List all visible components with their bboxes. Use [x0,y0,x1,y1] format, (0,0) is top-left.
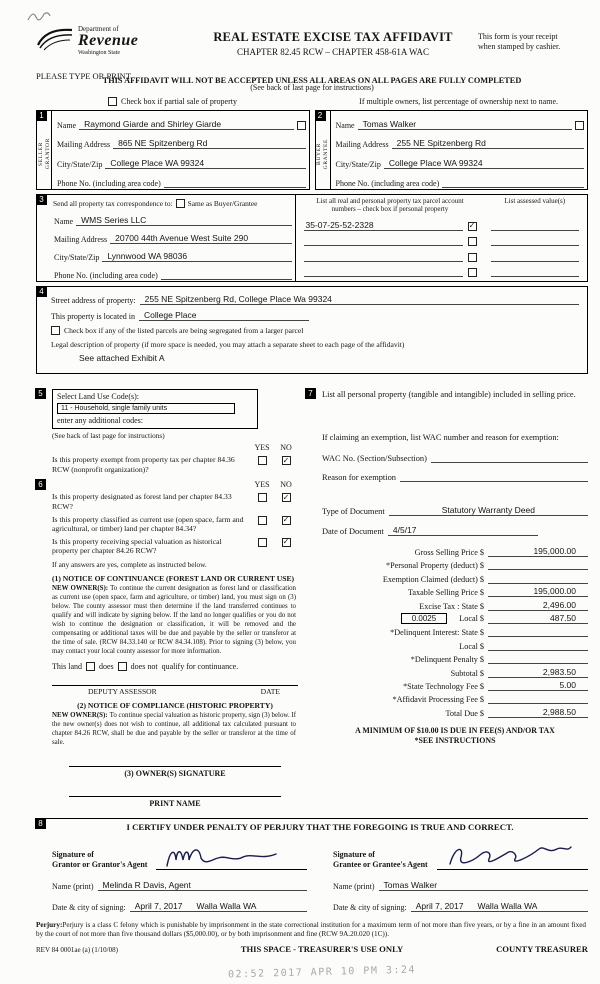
buyer-address-label: Mailing Address [335,140,389,149]
certification-section [36,818,588,912]
parcel-number[interactable]: 35-07-25-52-2328 [304,220,463,231]
parcel-number[interactable] [304,236,463,246]
see-back-instructions: (See back of last page for instructions) [52,431,165,440]
document-type-label: Type of Document [322,506,385,516]
owners-signature-caption: (3) OWNER(S) SIGNATURE [124,768,226,778]
same-as-buyer-label: Same as Buyer/Grantee [187,199,258,208]
buyer-csz-label: City/State/Zip [335,159,381,169]
partial-sale-label: Check box if partial sale of property [121,97,237,106]
buyer-name-label: Name [335,120,355,130]
located-in-label: This property is located in [51,312,135,321]
money-row [322,570,588,583]
send-correspondence-label: Send all property tax correspondence to: [53,199,173,208]
grantor-signing-date: April 7, 2017 [134,900,183,911]
taxable-selling-price-value[interactable]: 195,000.00 [488,586,588,597]
legal-description-value: See attached Exhibit A [79,353,165,363]
total-due-label: Total Due $ [445,708,484,718]
grantee-signature-field[interactable] [437,842,588,870]
state-technology-fee-value[interactable]: 5.00 [488,680,588,691]
delinquent-penalty-label: *Delinquent Penalty $ [410,655,484,665]
form-number: REV 84 0001ae (a) (1/10/08) [36,946,118,954]
land-does-not-checkbox[interactable] [118,662,127,671]
assessed-value-line[interactable] [491,233,580,247]
grantor-name-print-label: Name (print) [52,881,94,891]
grantor-signature-label: Signature of [52,849,94,859]
notice-compliance-title: (2) NOTICE OF COMPLIANCE (HISTORIC PROPERTY) [77,700,273,710]
delinquent-interest-state-label: *Delinquent Interest: State $ [390,628,484,638]
excise-tax-computation [322,544,588,718]
money-row [322,637,588,650]
no-column-header: NO [280,443,292,452]
grantee-signature-label: Signature of [333,849,375,859]
section-4-badge: 4 [36,286,47,297]
land-does-checkbox[interactable] [86,662,95,671]
parcel-number[interactable] [304,267,463,277]
section-3-badge: 3 [36,194,47,205]
corr-address-value: 20700 44th Avenue West Suite 290 [110,233,291,244]
same-as-buyer-checkbox[interactable] [176,199,185,208]
partial-sale-checkbox[interactable] [108,97,117,106]
exempt-yes-checkbox[interactable] [258,456,267,465]
document-date-label: Date of Document [322,526,384,536]
section-6-badge: 6 [35,479,46,490]
personal-property-deduct-value[interactable] [488,560,588,570]
grantee-signing-date: April 7, 2017 [415,900,464,911]
wac-number-label: WAC No. (Section/Subsection) [322,453,427,463]
grantee-name-print-value: Tomas Walker [379,880,588,891]
property-address-section [36,286,588,374]
date-label: DATE [260,686,280,696]
grantor-signature-block: Signature of Grantor or Grantor's Agent Name (print) Melinda R Davis, Agent Date & city of signing: April 7, 2017 Walla Walla WA [52,840,307,912]
land-use-section [36,389,298,474]
parcel-row [304,264,477,280]
historic-question: Is this property receiving special valuation as historical property per chapter 84.26 RCW? [52,536,222,556]
type-or-print-label: PLEASE TYPE OR PRINT [36,71,132,81]
forest-land-question: Is this property designated as forest land per chapter 84.33 RCW? [52,492,232,511]
assessed-value-line[interactable] [491,264,580,278]
street-address-label: Street address of property: [51,296,136,305]
notice-continuance-body: To continue the current designation as forest land or classification as current use (open space, farm and agriculture, or timber) land, you must sign on (3) below. The county assessor must then determine if the land transferred continues to qualify and will indicate by signing below. If the land no longer qualifies or you do not wish to continue the designation or classification, it will be removed and the compensating or additional taxes will be due and payable by the seller or transferor at the time of sale. (RCW 84.33.140 or RCW 84.34.108). Prior to signing (3) below, you may contact your local county assessor for more information. [52,585,296,655]
logo-state-line: Washington State [78,50,121,57]
seller-grantor-side-label: SELLER GRANTOR [37,111,52,189]
corr-phone-value[interactable] [161,270,292,280]
seller-csz-value: College Place WA 99324 [105,158,305,169]
notice-continuance-title: (1) NOTICE OF CONTINUANCE (FOREST LAND OR CURRENT USE) [52,574,295,583]
affidavit-processing-fee-value[interactable] [488,694,588,704]
money-row [322,664,588,677]
personal-property-deduct-label: *Personal Property (deduct) $ [386,561,484,571]
parcel-personal-checkbox[interactable]: ✓ [468,221,476,230]
exemption-reason-value[interactable] [400,472,588,482]
exemption-claimed-value[interactable] [488,574,588,584]
seller-ownership-pct-checkbox[interactable] [297,121,306,130]
delinquent-interest-local-value[interactable] [488,641,588,651]
delinquent-interest-local-label: Local $ [459,641,484,651]
treasurer-use-label: THIS SPACE - TREASURER'S USE ONLY [240,944,404,954]
form-subtitle: CHAPTER 82.45 RCW – CHAPTER 458-61A WAC [237,47,429,57]
gross-selling-price-value[interactable]: 195,000.00 [488,546,588,557]
seller-address-value: 865 NE Spitzenberg Rd [113,138,305,149]
footer [36,944,588,954]
delinquent-penalty-value[interactable] [488,654,588,664]
money-row [322,597,588,610]
grantor-signature [164,844,284,872]
see-back-note: (See back of last page for instructions) [250,83,374,92]
logo-agency: Revenue [78,32,139,50]
local-rate-box: 0.0025 [401,613,447,624]
parcel-row [304,217,477,233]
personal-property-section [306,389,588,745]
land-use-code-value[interactable]: 11 - Household, single family units [57,403,235,414]
assessed-value-line[interactable] [491,217,580,231]
corr-csz-value: Lynnwood WA 98036 [102,251,291,262]
grantee-signature [445,844,575,872]
historic-yes-checkbox[interactable] [258,538,267,547]
parcel-personal-checkbox[interactable] [468,237,477,246]
excise-local-label: Local $ [459,614,484,624]
buyer-phone-value[interactable] [442,178,584,188]
section-1-badge: 1 [36,110,47,121]
money-row [322,557,588,570]
this-land-label: This land [52,661,82,671]
header [36,26,588,70]
money-row [322,691,588,704]
form-title: REAL ESTATE EXCISE TAX AFFIDAVIT [213,30,453,44]
segregated-label: Check box if any of the listed parcels are being segregated from a larger parcel [64,325,304,335]
no-column-header: NO [280,480,292,490]
logo-dept-line: Department of [78,25,119,33]
legal-description-label: Legal description of property (if more space is needed, you may attach a separate sheet to each page of the affidavit) [51,340,405,349]
street-address-value: 255 NE Spitzenberg Rd, College Place Wa 99324 [140,294,579,305]
current-use-question: Is this property classified as current use (open space, farm and agricultural, or timber) land per chapter 84.34? [52,514,244,534]
buyer-phone-label: Phone No. (including area code) [335,179,440,188]
section-7-badge: 7 [305,388,316,399]
print-name-caption: PRINT NAME [149,798,201,808]
tax-correspondence-section [36,194,588,282]
buyer-grantee-side-label: BUYER GRANTEE [316,111,331,189]
document-date-value: 4/5/17 [388,525,538,536]
print-name-line[interactable] [69,782,281,797]
excise-local-value[interactable]: 487.50 [488,613,588,624]
forest-no-checkbox[interactable]: ✓ [282,492,290,502]
owners-signature-line[interactable] [69,752,281,767]
excise-state-label: Excise Tax : State $ [419,601,484,611]
money-row [322,651,588,664]
notice-compliance-body: To continue special valuation as historic property, sign (3) below. If the new owner(s) does not wish to continue, all additional tax calculated pursuant to chapter 84.26 RCW, shall be due and payable by the seller or transferor at the time of sale. [52,711,297,746]
parcel-personal-checkbox[interactable] [468,268,477,277]
county-treasurer-label: COUNTY TREASURER [496,944,588,954]
seller-name-label: Name [57,120,77,130]
grantor-date-city-label: Date & city of signing: [52,902,126,912]
corr-name-value: WMS Series LLC [76,215,291,226]
parcel-row [304,233,477,249]
grantee-signing-city: Walla Walla WA [477,900,538,911]
parcel-numbers-header: List all real and personal property tax parcel account numbers – check box if personal property [316,197,464,214]
exemption-intro: If claiming an exemption, list WAC number and reason for exemption: [322,433,559,443]
deputy-assessor-signature-line[interactable] [52,673,298,686]
yes-column-header: YES [254,443,270,452]
grantee-signature-block: Signature of Grantee or Grantee's Agent Name (print) Tomas Walker Date & city of signing: April 7, 2017 Walla Walla WA [333,840,588,912]
exemption-reason-label: Reason for exemption [322,472,396,482]
subtotal-value[interactable]: 2,983.50 [488,667,588,678]
money-row [322,678,588,691]
parcel-personal-checkbox[interactable] [468,253,477,262]
forest-yes-checkbox[interactable] [258,493,267,502]
seller-csz-label: City/State/Zip [57,159,103,169]
qualify-label: qualify for continuance. [161,661,239,671]
revenue-swoosh-icon [36,26,74,57]
revenue-logo [36,26,188,70]
minimum-fee-note: A MINIMUM OF $10.00 IS DUE IN FEE(S) AND/OR TAX [355,725,555,735]
grantor-signing-city: Walla Walla WA [196,900,257,911]
corr-csz-label: City/State/Zip [54,253,100,262]
does-label: does [99,661,114,671]
certify-statement: I CERTIFY UNDER PENALTY OF PERJURY THAT THE FOREGOING IS TRUE AND CORRECT. [126,821,514,832]
deputy-assessor-label: DEPUTY ASSESSOR [88,686,157,696]
delinquent-interest-state-value[interactable] [488,627,588,637]
seller-section [36,110,310,190]
current-use-no-checkbox[interactable]: ✓ [282,515,290,524]
total-due-value[interactable]: 2,988.50 [488,707,588,718]
if-yes-note: If any answers are yes, complete as instructed below. [52,560,207,569]
land-use-title: Select Land Use Code(s): [57,392,139,401]
gross-selling-price-label: Gross Selling Price $ [414,548,484,558]
grantor-name-print-value: Melinda R Davis, Agent [98,880,307,891]
money-row [322,704,588,717]
exempt-question: Is this property exempt from property tax per chapter 84.36 RCW (nonprofit organization)? [52,455,235,474]
exempt-no-checkbox[interactable]: ✓ [282,455,290,465]
located-in-value: College Place [139,310,309,321]
grantee-name-print-label: Name (print) [333,881,375,891]
perjury-notice: Perjury:Perjury is a class C felony which is punishable by imprisonment in the state correctional institution for a maximum term of not more than five years, or by a fine in an amount fixed by the court of not more than five thousand dollars ($5,000.00), or by both imprisonment and fine (RCW 9A.20.020 (1C)). [36,920,586,939]
subtotal-label: Subtotal $ [450,668,484,678]
excise-state-value[interactable]: 2,496.00 [488,600,588,611]
money-row [322,611,588,624]
section-2-badge: 2 [315,110,326,121]
new-owners-intro: NEW OWNER(S): [52,585,109,592]
section-8-badge: 8 [35,818,46,829]
assessed-value-line[interactable] [491,248,580,262]
current-use-yes-checkbox[interactable] [258,516,267,525]
does-not-label: does not [130,661,158,671]
corr-address-label: Mailing Address [54,235,108,244]
segregated-checkbox[interactable] [51,326,60,335]
multiple-owners-note: If multiple owners, list percentage of ownership next to name. [359,97,558,106]
money-row [322,544,588,557]
section-5-badge: 5 [35,388,46,399]
wac-number-value[interactable] [431,453,588,463]
taxable-selling-price-label: Taxable Selling Price $ [407,588,484,598]
buyer-section [315,110,589,190]
personal-property-label: List all personal property (tangible and intangible) included in selling price. [322,390,576,399]
seller-phone-value[interactable] [164,178,306,188]
buyer-name-value: Tomas Walker [358,119,572,130]
additional-codes-label: enter any additional codes: [57,416,143,425]
seller-phone-label: Phone No. (including area code) [57,179,161,188]
grantor-signature-field[interactable] [156,842,307,870]
continuance-section [36,480,298,807]
exemption-claimed-label: Exemption Claimed (deduct) $ [382,574,484,584]
seller-address-label: Mailing Address [57,140,111,149]
see-instructions-note: *SEE INSTRUCTIONS [414,735,496,745]
buyer-address-value: 255 NE Spitzenberg Rd [392,138,584,149]
receipt-note: This form is your receipt when stamped by cashier. [478,32,561,51]
money-row [322,624,588,637]
parcel-number[interactable] [304,252,463,262]
historic-no-checkbox[interactable]: ✓ [282,537,290,547]
corr-name-label: Name [54,217,74,226]
state-technology-fee-label: *State Technology Fee $ [403,681,484,691]
seller-name-value: Raymond Giarde and Shirley Giarde [79,119,293,130]
grantee-date-city-label: Date & city of signing: [333,902,407,912]
document-type-value: Statutory Warranty Deed [389,505,588,516]
assessed-values-header: List assessed value(s) [504,197,566,205]
buyer-csz-value: College Place WA 99324 [384,158,584,169]
yes-column-header: YES [254,480,270,490]
handwritten-mark [26,8,52,29]
new-owners-intro: NEW OWNER(S): [52,711,108,719]
treasurer-received-stamp: 02:52 2017 APR 10 PM 3:24 [227,964,417,981]
affidavit-processing-fee-label: *Affidavit Processing Fee $ [392,695,484,705]
corr-phone-label: Phone No. (including area code) [54,271,158,280]
buyer-ownership-pct-checkbox[interactable] [575,121,584,130]
acceptance-warning: THIS AFFIDAVIT WILL NOT BE ACCEPTED UNLESS ALL AREAS ON ALL PAGES ARE FULLY COMPLETED [102,76,522,85]
perjury-label: Perjury: [36,920,63,929]
parcel-row [304,248,477,264]
money-row [322,584,588,597]
